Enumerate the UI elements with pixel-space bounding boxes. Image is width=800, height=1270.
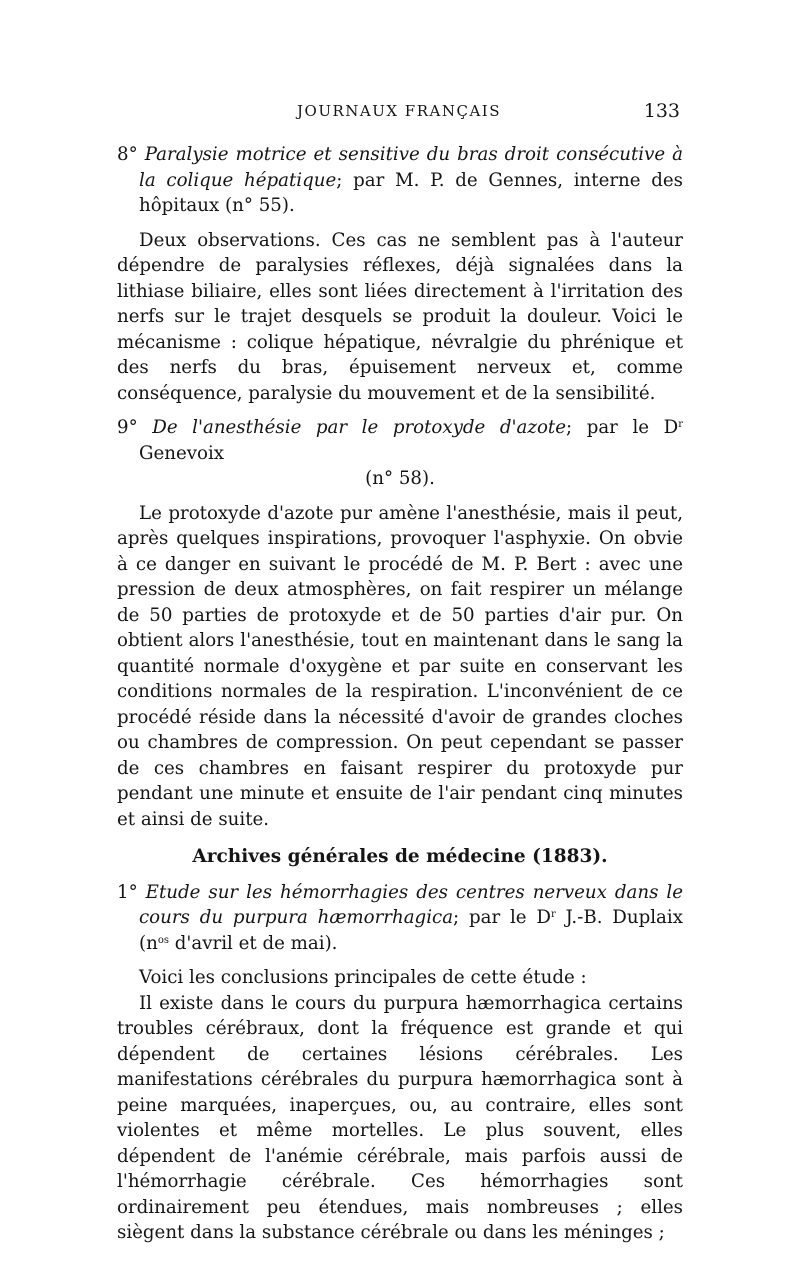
entry-1-byline-sup: r xyxy=(550,909,556,920)
entry-9-number: 9° xyxy=(117,417,138,438)
entry-8-number: 8° xyxy=(117,144,138,165)
entry-1-title: Etude sur les hémorrhagies des centres nerveux dans le cours du purpura hæmorrhagica xyxy=(139,881,683,928)
entry-9-ref: (n° 58). xyxy=(365,468,435,489)
paragraph-conclusions: Il existe dans le cours du purpura hæmorrhagica certains troubles cérébraux, dont la fréquence est grande et qui dépendent de certaines lésions cérébrales. Les manifestations cérébrales du purpura hæmorrhagica sont à peine marquées, inaperçues, ou, au contraire, elles sont violentes et même mortelles. Le plus souvent, elles dépendent de l'anémie cérébrale, mais parfois aussi de l'hémorrhagie cérébrale. Ces hémorrhagies sont ordinairement peu étendues, mais nombreuses ; elles siègent dans la substance cérébrale ou dans les méninges ; xyxy=(117,992,683,1243)
entry-1-byline-sup2: os xyxy=(157,934,169,946)
entry-8-byline: ; par M. P. de Gennes, interne des hôpitaux (n° 55). xyxy=(139,169,683,216)
entry-9-byline-pre: ; par le D xyxy=(565,417,679,438)
page-number: 133 xyxy=(643,100,680,122)
page-header xyxy=(118,100,680,126)
entry-1-number: 1° xyxy=(117,881,138,903)
paragraph-protoxyde: Le protoxyde d'azote pur amène l'anesthésie, mais il peut, après quelques inspirations, provoquer l'asphyxie. On obvie à ce danger en suivant le procédé de M. P. Bert : avec une pression de deux atmosphères, on fait respirer un mélange de 50 parties de protoxyde et de 50 parties d'air pur. On obtient alors l'anesthésie, tout en maintenant dans le sang la quantité normale d'oxygène et par suite en conservant les conditions normales de la respiration. L'inconvénient de ce procédé réside dans la nécessité d'avoir de grandes cloches ou chambres de compression. On peut cependant se passer de ces chambres en faisant respirer du protoxyde pur pendant une minute et ensuite de l'air pendant cinq minutes et ainsi de suite. xyxy=(117,502,683,830)
entry-9 xyxy=(117,415,683,466)
running-title: JOURNAUX FRANÇAIS xyxy=(297,102,501,120)
entry-9-byline-post: Genevoix xyxy=(139,442,225,464)
entry-8 xyxy=(117,142,683,219)
entry-1-byline-pre: ; par le D xyxy=(453,907,551,928)
entry-1 xyxy=(117,880,683,957)
page-body xyxy=(117,142,683,1246)
paragraph-observations: Deux observations. Ces cas ne semblent pas à l'auteur dépendre de paralysies réflexes, déjà signalées dans la lithiase biliaire, elles sont liées directement à l'irritation des nerfs sur le trajet desquels se produit la douleur. Voici le mécanisme : colique hépatique, névralgie du phrénique et des nerfs du bras, épuisement nerveux et, comme conséquence, paralysie du mouvement et de la sensibilité. xyxy=(117,229,683,404)
entry-8-title: Paralysie motrice et sensitive du bras droit consécutive à la colique hépatique xyxy=(139,144,683,191)
entry-9-title: De l'anesthésie par le protoxyde d'azote xyxy=(152,417,566,438)
entry-1-byline-post: d'avril et de mai). xyxy=(168,932,338,954)
section-heading xyxy=(117,844,683,870)
entry-9-byline-sup: r xyxy=(678,419,683,430)
section-year: (1883). xyxy=(532,846,608,867)
section-title: Archives générales de médecine xyxy=(192,846,526,867)
entry-1-byline-mid: J.-B. Duplaix (n xyxy=(139,907,683,954)
paragraph-conclusions-intro: Voici les conclusions principales de cette étude : xyxy=(139,967,587,988)
